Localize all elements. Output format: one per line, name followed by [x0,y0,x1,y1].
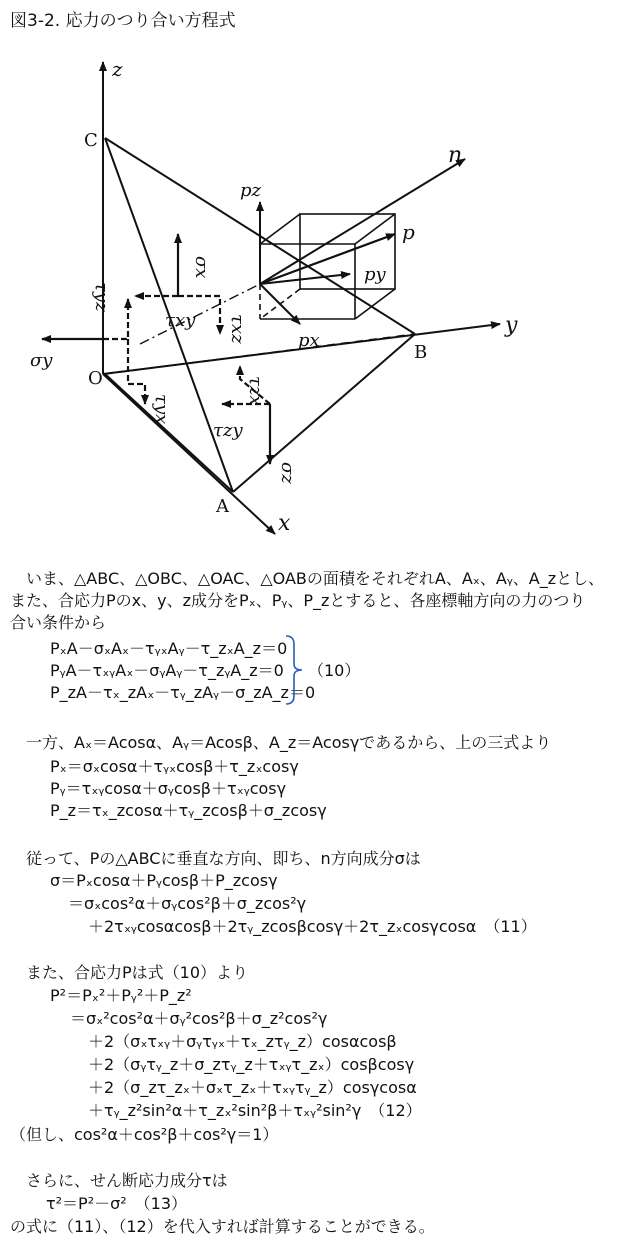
eq10-line1: PₓA－σₓAₓ－τᵧₓAᵧ－τ_zₓA_z＝0 [50,639,288,658]
para3: 従って、Pの△ABCに垂直な方向、即ち、n方向成分σは [26,849,421,868]
para2: 一方、Aₓ＝Acosα、Aᵧ＝Acosβ、A_z＝Acosγであるから、上の三式より [26,733,552,752]
label-y: y [505,313,518,338]
label-B: B [414,342,428,363]
page-title: 図3-2. 応力のつり合い方程式 [10,11,236,31]
eq12-line6: ＋τᵧ_z²sin²α＋τ_zₓ²sin²β＋τₓᵧ²sin²γ （12） [88,1101,422,1120]
label-tau-xy: τxy [165,310,196,331]
label-z: z [112,57,123,81]
para4: また、合応力Pは式（10）より [26,963,249,982]
para1-line1: いま、△ABC、△OBC、△OAC、△OABの面積をそれぞれA、Aₓ、Aᵧ、A_zとし、 [26,569,605,588]
eq12-line5: ＋2（σ_zτ_zₓ＋σₓτ_zₓ＋τₓᵧτᵧ_z）cosγcosα [88,1078,417,1097]
eq12-line4: ＋2（σᵧτᵧ_z＋σ_zτᵧ_z＋τₓᵧτ_zₓ）cosβcosγ [88,1055,415,1074]
note-condition: （但し、cos²α＋cos²β＋cos²γ＝1） [10,1125,279,1144]
eq10-number: （10） [308,661,361,680]
label-tau-zx: τzx [245,376,266,406]
eq13: τ²＝P²－σ² （13） [46,1194,188,1213]
label-n: n [448,143,463,168]
label-tau-xz: τxz [227,314,248,344]
vector-px [260,284,300,324]
label-x: x [278,511,291,536]
edge-ab [233,334,415,492]
para1-line2: また、合応力Pのx、y、z成分をPₓ、Pᵧ、P_zとすると、各座標軸方向の力のつり [10,591,586,610]
eq11-line3: ＋2τₓᵧcosαcosβ＋2τᵧ_zcosβcosγ＋2τ_zₓcosγcosα （11） [88,917,537,936]
label-tau-yz: τyz [91,282,112,312]
eq12-line3: ＋2（σₓτₓᵧ＋σᵧτᵧₓ＋τₓ_zτᵧ_z）cosαcosβ [88,1032,397,1051]
para6: の式に（11）、（12）を代入すれば計算することができる。 [10,1217,435,1236]
eqp-line2: Pᵧ＝τₓᵧcosα＋σᵧcosβ＋τₓᵧcosγ [50,779,287,798]
label-sigma-x: σx [191,256,212,279]
eq11-line2: ＝σₓcos²α＋σᵧcos²β＋σ_zcos²γ [68,894,307,913]
label-O: O [88,368,103,389]
eq10-line3: P_zA－τₓ_zAₓ－τᵧ_zAᵧ－σ_zA_z＝0 [50,683,316,702]
label-C: C [84,130,98,151]
label-pz: pz [240,180,262,201]
eqp-line3: P_z＝τₓ_zcosα＋τᵧ_zcosβ＋σ_zcosγ [50,801,327,820]
eq10-brace [284,634,304,706]
label-sigma-z: σz [277,462,298,484]
eq11-line1: σ＝Pₓcosα＋Pᵧcosβ＋P_zcosγ [50,871,278,890]
label-px: px [298,330,320,351]
label-sigma-y: σy [30,350,53,371]
para5: さらに、せん断応力成分τは [26,1171,228,1190]
para1-line3: 合い条件から [10,613,107,632]
eqp-line1: Pₓ＝σₓcosα＋τᵧₓcosβ＋τ_zₓcosγ [50,757,299,776]
label-tau-zy: τzy [213,420,243,441]
stress-tetrahedron-diagram [0,34,630,554]
label-py: py [364,264,386,285]
label-p: p [402,220,415,244]
eq12-line2: ＝σₓ²cos²α＋σᵧ²cos²β＋σ_z²cos²γ [70,1009,328,1028]
eq10-line2: PᵧA－τₓᵧAₓ－σᵧAᵧ－τ_zᵧA_z＝0 [50,661,284,680]
eq12-line1: P²＝Pₓ²＋Pᵧ²＋P_z² [50,986,192,1005]
label-A: A [216,496,229,517]
label-tau-zy-left: τyx [151,394,172,425]
